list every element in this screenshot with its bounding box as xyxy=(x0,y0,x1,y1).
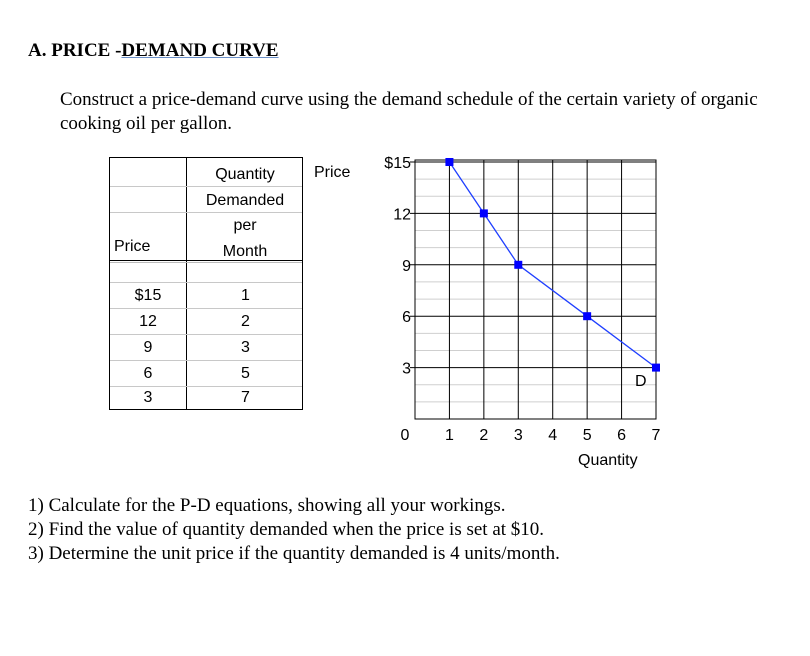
demand-curve-label: D xyxy=(635,373,647,390)
question-item: 1) Calculate for the P-D equations, showing all your workings. xyxy=(28,495,506,516)
chart-y-tick-label: $15 xyxy=(384,155,411,172)
question-item: 3) Determine the unit price if the quantity demanded is 4 units/month. xyxy=(28,543,560,564)
table-cell-price: 3 xyxy=(143,389,153,406)
chart-x-tick-label: 2 xyxy=(479,427,489,444)
table-cell-quantity: 1 xyxy=(241,287,250,304)
chart-y-tick-label: 6 xyxy=(402,309,411,327)
chart-major-grid xyxy=(410,160,656,419)
chart-data-point xyxy=(445,158,453,166)
chart-y-tick-label: 12 xyxy=(393,206,411,224)
table-cell-price: 6 xyxy=(143,365,153,382)
intro-paragraph: Construct a price-demand curve using the demand schedule of the certain variety of organic cooking oil per gallon. xyxy=(60,89,758,134)
table-cell-quantity: 7 xyxy=(241,389,250,406)
question-item: 2) Find the value of quantity demanded when the price is set at $10. xyxy=(28,519,545,540)
chart-x-tick-label: 3 xyxy=(513,427,523,444)
chart-x-tick-label: 6 xyxy=(617,427,627,444)
chart-minor-grid xyxy=(415,179,656,402)
chart-data-point xyxy=(652,364,660,372)
chart-x-axis-label: Quantity xyxy=(578,452,638,469)
chart-x-tick-label: 5 xyxy=(582,427,592,444)
chart-y-tick-label: 3 xyxy=(402,360,411,378)
chart-x-tick-labels xyxy=(401,427,661,444)
table-cell-price: 9 xyxy=(143,339,153,356)
table-header-quantity-line: Demanded xyxy=(205,191,285,209)
table-header-price: Price xyxy=(114,238,151,255)
chart-data-point xyxy=(583,312,591,320)
chart-data-point xyxy=(514,261,522,269)
chart-y-tick-label: 9 xyxy=(402,257,411,275)
table-cell-price: $15 xyxy=(134,287,162,304)
chart-x-tick-label: 0 xyxy=(400,427,410,444)
chart-y-axis-label: Price xyxy=(314,164,351,181)
chart-y-tick-labels xyxy=(384,155,411,378)
questions-list xyxy=(28,494,560,566)
chart-data-point xyxy=(480,209,488,217)
table-cell-quantity: 5 xyxy=(241,365,250,382)
table-cell-quantity: 3 xyxy=(241,339,250,356)
table-cell-quantity: 2 xyxy=(241,313,250,330)
chart-x-tick-label: 7 xyxy=(651,427,661,444)
table-header-quantity-line: per xyxy=(233,217,257,234)
table-cell-price: 12 xyxy=(139,313,157,330)
chart-x-tick-label: 1 xyxy=(444,427,454,444)
table-header-quantity-line: Month xyxy=(222,242,268,260)
section-label: A. PRICE - xyxy=(28,40,122,61)
chart-x-tick-label: 4 xyxy=(548,427,558,444)
chart-plot-frame xyxy=(415,160,656,419)
section-title-underlined: DEMAND CURVE xyxy=(121,40,279,61)
table-header-quantity-line: Quantity xyxy=(215,166,275,183)
